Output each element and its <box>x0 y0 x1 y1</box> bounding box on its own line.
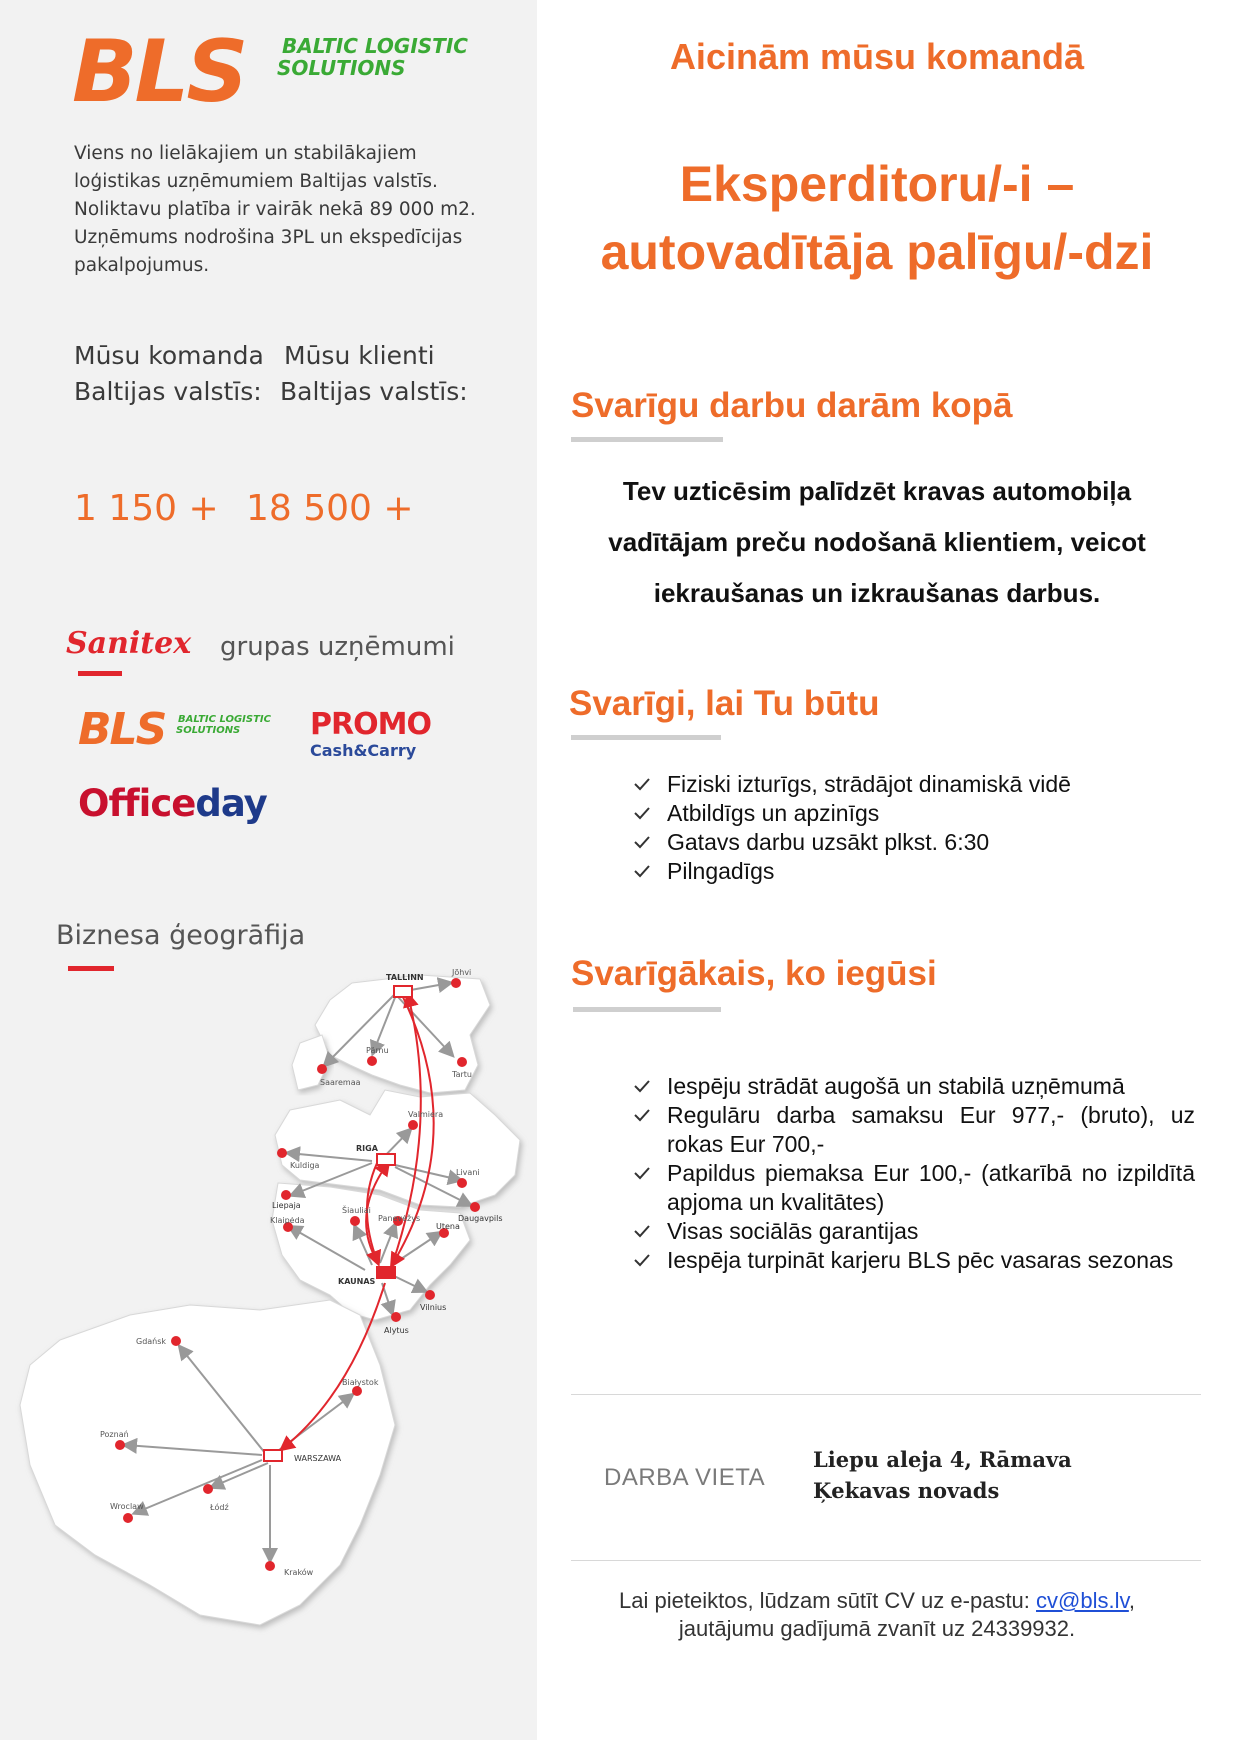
hub-warszawa-icon <box>264 1450 282 1461</box>
requirement-text: Pilngadīgs <box>667 858 775 884</box>
requirement-text: Gatavs darbu uzsākt plkst. 6:30 <box>667 829 990 855</box>
city-label: Šiauliai <box>342 1206 371 1215</box>
promo-logo <box>310 708 460 768</box>
list-item <box>630 1159 1195 1217</box>
check-icon <box>632 828 652 857</box>
workplace-bottom-line <box>571 1560 1201 1561</box>
benefit-text: Iespēju strādāt augošā un stabilā uzņēmumā <box>667 1073 1125 1099</box>
benefits-list <box>630 1072 1195 1275</box>
list-item <box>630 770 1190 799</box>
apply-info <box>537 1587 1217 1643</box>
pin-johvi-icon <box>451 978 461 988</box>
intro-line: Uzņēmums nodrošina 3PL un ekspedīcijas <box>74 227 463 248</box>
city-label: Vilnius <box>420 1303 447 1312</box>
list-item <box>630 1217 1195 1246</box>
city-label: Daugavpils <box>458 1214 503 1223</box>
bls-logo-text: BLS <box>72 22 246 122</box>
list-item <box>630 1072 1195 1101</box>
intro-line: pakalpojumus. <box>74 255 210 276</box>
pin-daugavpils-icon <box>470 1202 480 1212</box>
geo-title: Biznesa ģeogrāfija <box>56 920 306 951</box>
bls-small-logo-text: BLS <box>78 704 166 755</box>
city-label: Panevėžys <box>378 1214 421 1223</box>
promo-logo-sub: Cash&Carry <box>310 741 417 760</box>
bls-small-tag1: BALTIC LOGISTIC <box>178 714 271 725</box>
position-title-line2: autovadītāja palīgu/-dzi <box>600 224 1154 280</box>
promo-logo-text: PROMO <box>310 707 431 742</box>
section-teamwork-divider <box>571 437 723 442</box>
section-teamwork-title: Svarīgu darbu darām kopā <box>571 386 1013 425</box>
workplace-label: DARBA VIETA <box>604 1464 766 1491</box>
city-label: Kraków <box>284 1568 314 1577</box>
stat-team-label-line1: Mūsu komanda <box>74 341 264 370</box>
check-icon <box>632 1246 652 1275</box>
pin-liepaja-icon <box>281 1190 291 1200</box>
bls-logo <box>72 22 492 122</box>
check-icon <box>632 1072 652 1101</box>
pin-krakow-icon <box>265 1561 275 1571</box>
check-icon <box>632 1159 652 1188</box>
check-icon <box>632 857 652 886</box>
city-label: WARSZAWA <box>294 1454 342 1463</box>
teamwork-body-line: iekraušanas un izkraušanas darbus. <box>653 578 1101 608</box>
stat-team-label-line2: Baltijas valstīs: <box>74 377 262 406</box>
teamwork-body-line: vadītājam preču nodošanā klientiem, veicot <box>608 527 1146 557</box>
city-label: TALLINN <box>386 973 424 982</box>
city-label: Pärnu <box>366 1046 389 1055</box>
stat-team-label <box>74 338 264 410</box>
pin-vilnius-icon <box>425 1290 435 1300</box>
stat-team-value: 1 150 + <box>74 488 219 529</box>
teamwork-body-line: Tev uzticēsim palīdzēt kravas automobiļa <box>622 476 1132 506</box>
city-label: Utena <box>436 1222 460 1231</box>
workplace-top-line <box>571 1394 1201 1395</box>
section-requirements-divider <box>571 735 721 740</box>
city-label: RIGA <box>356 1144 378 1153</box>
benefit-text: Papildus piemaksa Eur 100,- (atkarībā no izpildītā apjoma un kvalitātes) <box>667 1160 1195 1215</box>
city-label: Poznań <box>100 1430 129 1439</box>
pin-parnu-icon <box>367 1056 377 1066</box>
city-label: Tartu <box>452 1070 472 1079</box>
stat-clients-label-line2: Baltijas valstīs: <box>280 377 468 406</box>
benefit-text: Regulāru darba samaksu Eur 977,- (bruto), uz rokas Eur 700,- <box>667 1102 1195 1157</box>
apply-line1 <box>537 1587 1217 1615</box>
apply-line2: jautājumu gadījumā zvanīt uz 24339932. <box>678 1616 1076 1641</box>
officeday-office: Office <box>78 782 196 825</box>
benefit-text: Iespēja turpināt karjeru BLS pēc vasaras sezonas <box>667 1247 1174 1273</box>
hub-riga-icon <box>377 1154 395 1165</box>
apply-comma: , <box>1128 1588 1135 1613</box>
check-icon <box>632 1217 652 1246</box>
list-item <box>630 1246 1195 1275</box>
stat-clients-label <box>280 338 468 410</box>
city-label: Alytus <box>384 1326 409 1335</box>
benefit-text: Visas sociālās garantijas <box>667 1218 919 1244</box>
section-benefits-title: Svarīgākais, ko iegūsi <box>571 954 937 993</box>
officeday-logo <box>78 782 267 825</box>
hub-tallinn-icon <box>394 986 412 997</box>
pin-wroclaw-icon <box>123 1513 133 1523</box>
intro-text <box>74 140 476 280</box>
apply-email-link[interactable]: cv@bls.lv <box>1036 1588 1129 1613</box>
pin-saaremaa-icon <box>317 1064 327 1074</box>
check-icon <box>632 770 652 799</box>
pin-kuldiga-icon <box>277 1148 287 1158</box>
stat-clients-value: 18 500 + <box>246 488 414 529</box>
group-label: grupas uzņēmumi <box>220 632 455 662</box>
bls-logo-tagline-1: BALTIC LOGISTIC <box>282 34 468 58</box>
city-label: Łódź <box>210 1503 229 1512</box>
city-label: Valmiera <box>408 1110 444 1119</box>
business-map <box>0 965 537 1740</box>
list-item <box>630 828 1190 857</box>
pin-siauliai-icon <box>350 1216 360 1226</box>
city-label: Gdańsk <box>136 1337 167 1346</box>
section-teamwork-body <box>537 466 1217 619</box>
position-title-line1: Eksperditoru/-i – <box>679 156 1075 212</box>
city-label: Livani <box>456 1168 480 1177</box>
bls-small-logo <box>78 704 288 758</box>
group-divider <box>78 671 122 676</box>
workplace-address <box>813 1444 1072 1506</box>
requirements-list <box>630 770 1190 886</box>
city-label: Białystok <box>342 1378 379 1387</box>
sanitex-logo: Sanitex <box>66 626 192 661</box>
apply-text: Lai pieteiktos, lūdzam sūtīt CV uz e-pastu: <box>619 1588 1037 1613</box>
position-title <box>537 150 1217 286</box>
city-label: Jõhvi <box>452 968 472 977</box>
check-icon <box>632 799 652 828</box>
workplace-address-line2: Ķekavas novads <box>813 1478 1000 1503</box>
check-icon <box>632 1101 652 1130</box>
invite-title: Aicinām mūsu komandā <box>669 36 1085 77</box>
pin-valmiera-icon <box>408 1120 418 1130</box>
officeday-day: day <box>195 782 267 825</box>
section-requirements-title: Svarīgi, lai Tu būtu <box>569 684 880 723</box>
pin-poznan-icon <box>115 1440 125 1450</box>
intro-line: Viens no lielākajiem un stabilākajiem <box>74 143 417 164</box>
intro-line: loģistikas uzņēmumiem Baltijas valstīs. <box>74 171 438 192</box>
pin-tartu-icon <box>457 1057 467 1067</box>
city-label: Wroclaw <box>110 1502 144 1511</box>
section-benefits-divider <box>573 1007 721 1012</box>
list-item <box>630 857 1190 886</box>
hub-kaunas-icon <box>376 1266 396 1279</box>
city-label: Klaipėda <box>270 1216 305 1225</box>
pin-gdansk-icon <box>171 1336 181 1346</box>
bls-small-tag2: SOLUTIONS <box>176 725 241 736</box>
pin-alytus-icon <box>391 1312 401 1322</box>
city-label: KAUNAS <box>338 1277 376 1286</box>
city-label: Kuldiga <box>290 1161 320 1170</box>
city-label: Liepaja <box>272 1201 301 1210</box>
workplace-address-line1: Liepu aleja 4, Rāmava <box>813 1447 1072 1472</box>
pin-livani-icon <box>457 1178 467 1188</box>
pin-bialystok-icon <box>352 1386 362 1396</box>
city-label: Saaremaa <box>320 1078 361 1087</box>
intro-line: Noliktavu platība ir vairāk nekā 89 000 m2. <box>74 199 476 220</box>
requirement-text: Fiziski izturīgs, strādājot dinamiskā vidē <box>667 771 1071 797</box>
stat-clients-label-line1: Mūsu klienti <box>284 341 435 370</box>
list-item <box>630 1101 1195 1159</box>
bls-logo-tagline-2: SOLUTIONS <box>277 56 406 80</box>
list-item <box>630 799 1190 828</box>
pin-lodz-icon <box>203 1484 213 1494</box>
requirement-text: Atbildīgs un apzinīgs <box>667 800 880 826</box>
